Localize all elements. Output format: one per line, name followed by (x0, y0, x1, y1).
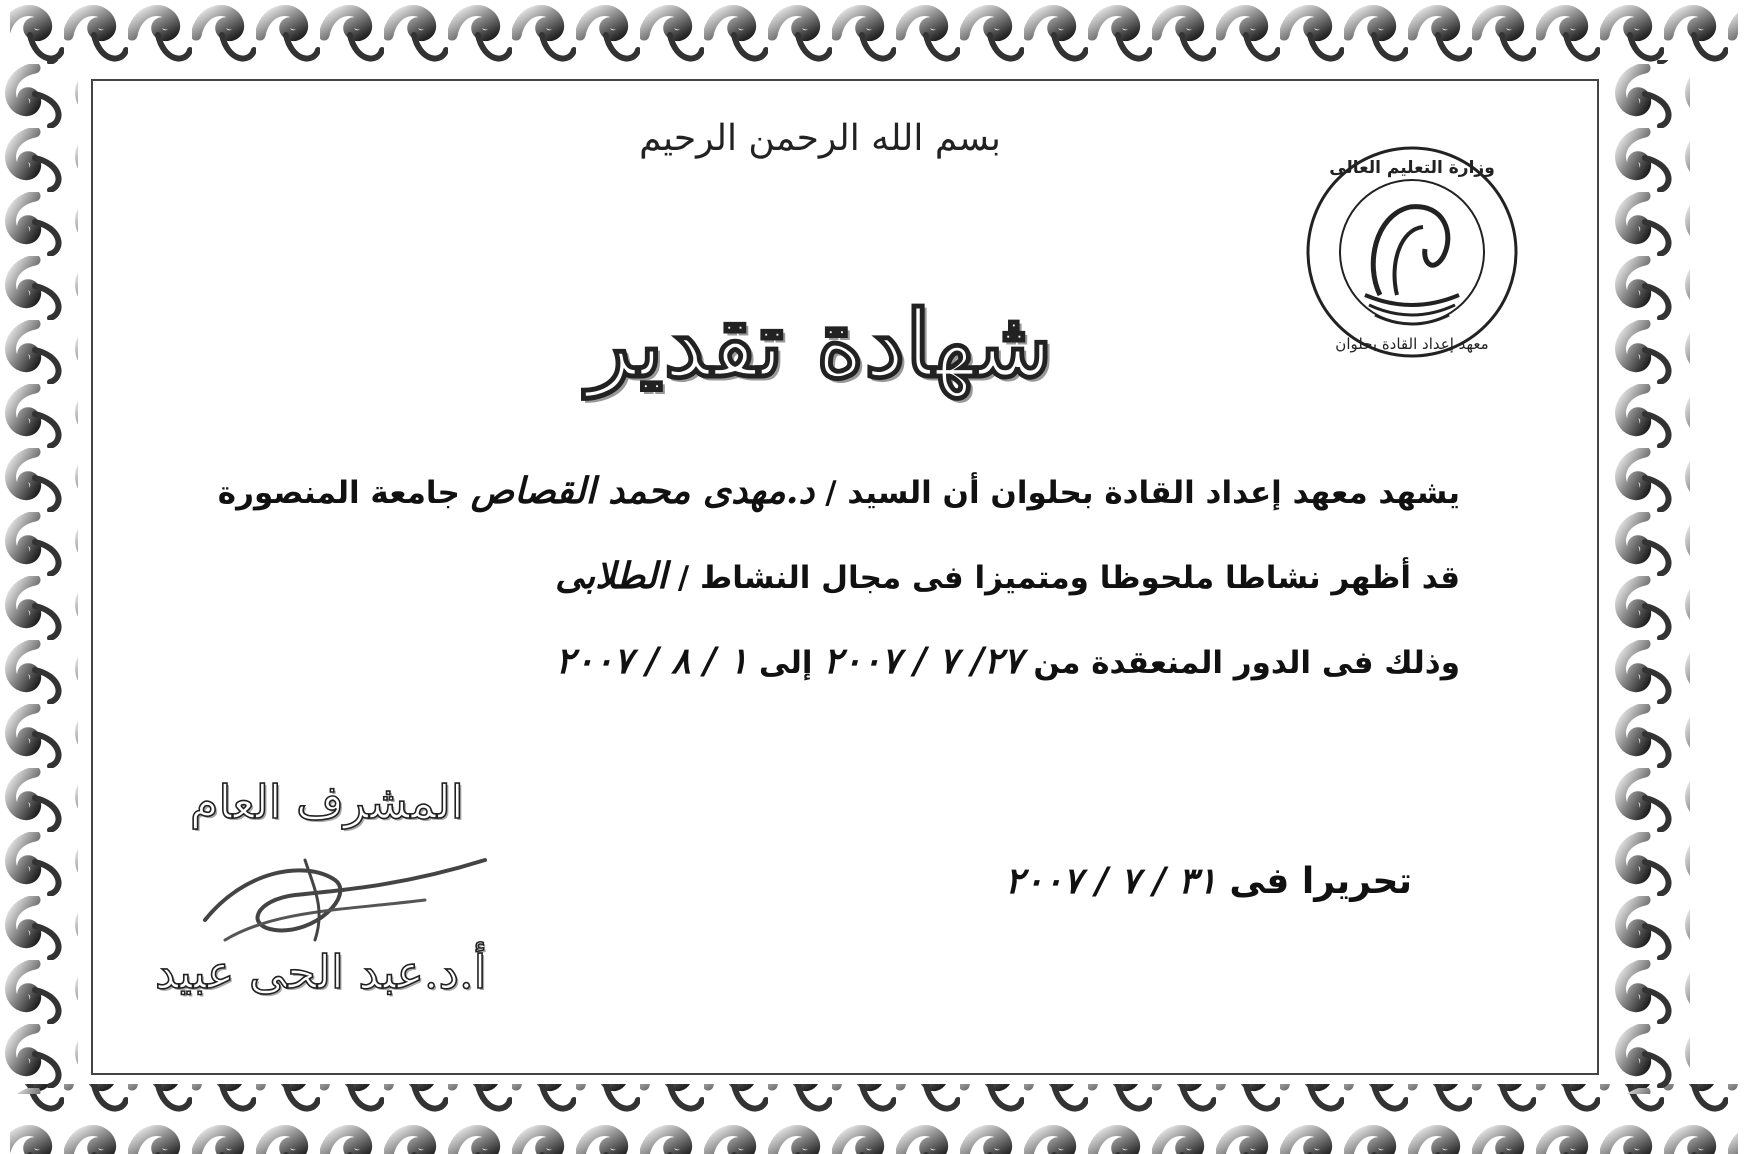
body-line-3 (556, 640, 1460, 682)
recipient-university: جامعة المنصورة (217, 475, 460, 511)
session-end-date: ١ / ٨ / ٢٠٠٧ (555, 640, 749, 682)
logo-institute-text: معهد إعداد القادة بحلوان (1335, 335, 1489, 353)
certificate-title: شهادة تقدير (587, 290, 1053, 398)
issue-date: ٣١ / ٧ / ٢٠٠٧ (1005, 860, 1217, 902)
institute-logo (1305, 145, 1520, 360)
activity-field: الطلابى (555, 555, 668, 597)
line2-text: قد أظهر نشاطا ملحوظا ومتميزا فى مجال النشاط / (677, 560, 1460, 596)
handwritten-signature (185, 840, 505, 960)
issue-label: تحريرا فى (1229, 861, 1412, 902)
body-line-1 (218, 470, 1460, 512)
line1-text: يشهد معهد إعداد القادة بحلوان أن السيد / (825, 475, 1460, 511)
bismillah-heading: بسم الله الرحمن الرحيم (639, 118, 1001, 159)
line3-text: وذلك فى الدور المنعقدة من (1033, 645, 1460, 681)
logo-ministry-text: وزارة التعليم العالى (1329, 158, 1495, 178)
body-line-2 (555, 555, 1460, 597)
line3-to-label: إلى (758, 645, 813, 681)
recipient-name: د.مهدى محمد القصاص (470, 470, 815, 512)
supervisor-name: أ.د.عبد الحى عبيد (155, 945, 487, 999)
supervisor-title: المشرف العام (190, 775, 464, 829)
issue-date-line (1005, 860, 1412, 902)
session-start-date: ٢٧/ ٧ / ٢٠٠٧ (823, 640, 1023, 682)
